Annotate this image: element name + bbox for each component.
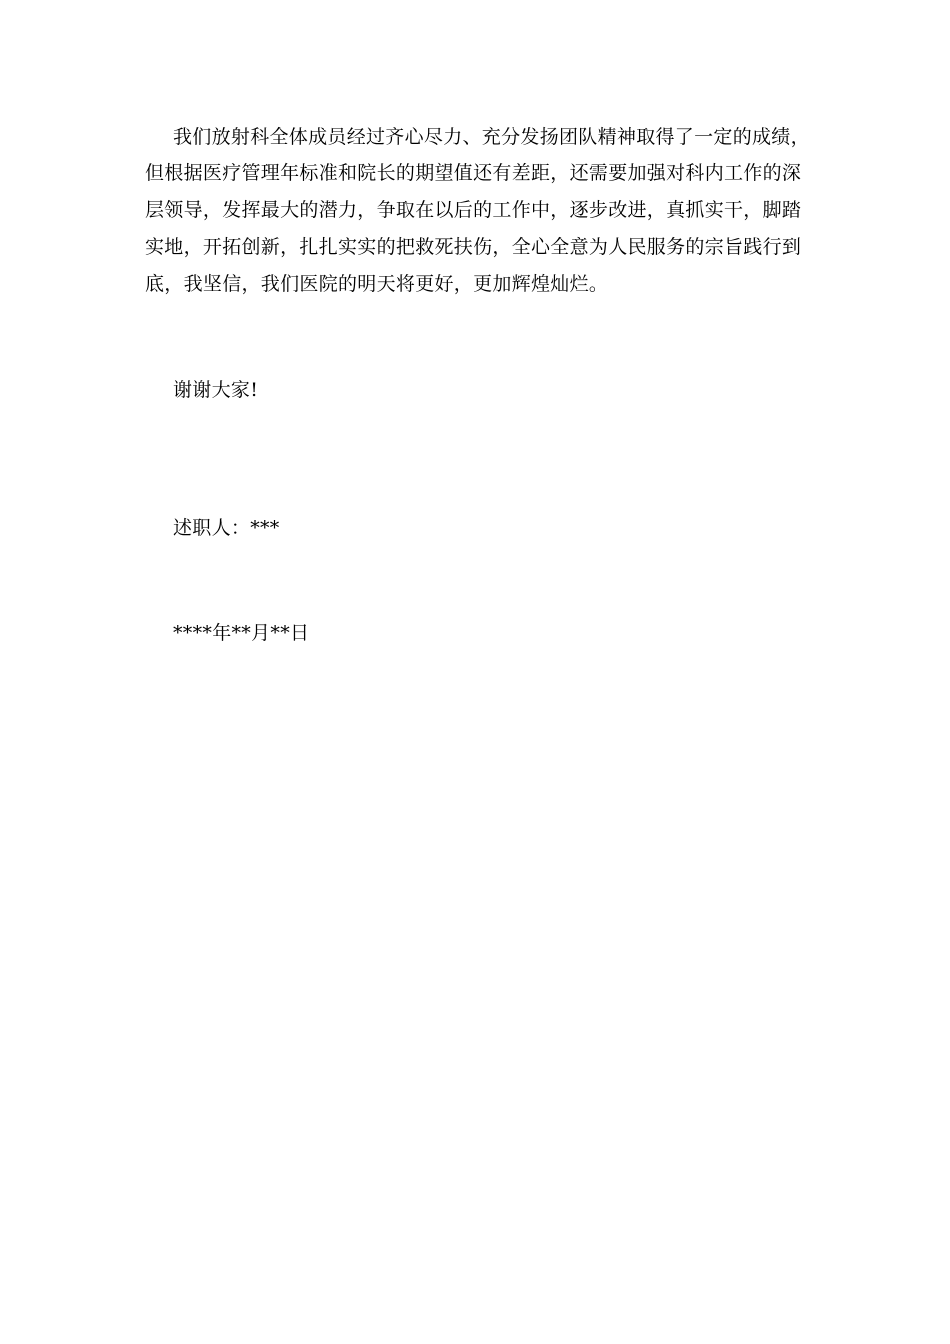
body-line-5: 底，我坚信，我们医院的明天将更好，更加辉煌灿烂。 xyxy=(145,273,609,295)
signer-line: 述职人：*** xyxy=(173,517,280,539)
thanks-line: 谢谢大家! xyxy=(173,379,259,401)
body-line-1: 我们放射科全体成员经过齐心尽力、充分发扬团队精神取得了一定的成绩， xyxy=(173,126,810,148)
date-line: ****年**月**日 xyxy=(173,622,310,644)
body-line-2: 但根据医疗管理年标准和院长的期望值还有差距，还需要加强对科内工作的深 xyxy=(145,162,802,184)
body-line-3: 层领导，发挥最大的潜力，争取在以后的工作中，逐步改进，真抓实干，脚踏 xyxy=(145,199,802,221)
body-line-4: 实地，开拓创新，扎扎实实的把救死扶伤，全心全意为人民服务的宗旨践行到 xyxy=(145,236,802,258)
